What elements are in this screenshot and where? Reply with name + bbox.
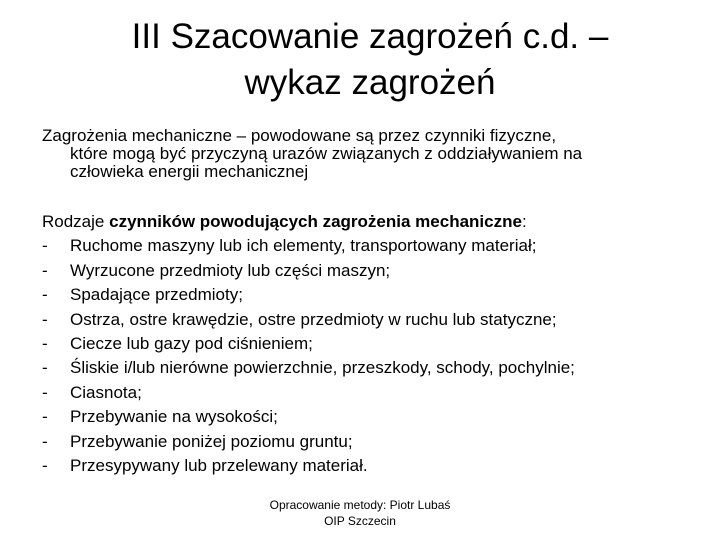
- list-item-text: Śliskie i/lub nierówne powierzchnie, przeszkody, schody, pochylnie;: [70, 358, 575, 378]
- list-dash: -: [42, 285, 48, 305]
- list-dash: -: [42, 456, 48, 476]
- list-item-text: Wyrzucone przedmioty lub części maszyn;: [70, 260, 391, 280]
- list-item: [42, 381, 712, 405]
- list-item: [42, 259, 712, 283]
- footer-credit: [200, 497, 520, 529]
- list-dash: -: [42, 431, 48, 451]
- list-dash: -: [42, 309, 48, 329]
- hazard-types-heading: [42, 210, 712, 234]
- list-item: [42, 405, 712, 429]
- hazard-types-heading-suffix: :: [521, 212, 527, 231]
- list-dash: -: [42, 358, 48, 378]
- slide-title-line-2: wykaz zagrożeń: [244, 63, 496, 102]
- list-item: [42, 430, 712, 454]
- list-item: [42, 356, 712, 380]
- list-item-text: Ruchome maszyny lub ich elementy, transportowany materiał;: [70, 236, 537, 256]
- list-dash: -: [42, 260, 48, 280]
- slide-title: [60, 14, 680, 106]
- footer-line-1: Opracowanie metody: Piotr Lubaś: [269, 498, 451, 512]
- list-item: [42, 454, 712, 478]
- slide-title-line-1: III Szacowanie zagrożeń c.d. –: [131, 17, 609, 56]
- list-item: [42, 283, 712, 307]
- intro-line-2: które mogą być przyczyną urazów związanych z oddziaływaniem na: [70, 144, 583, 163]
- list-item-text: Ostrza, ostre krawędzie, ostre przedmioty w ruchu lub statyczne;: [70, 309, 557, 329]
- list-item-text: Spadające przedmioty;: [70, 285, 243, 305]
- hazard-types-heading-bold: czynników powodujących zagrożenia mechaniczne: [109, 212, 522, 231]
- intro-line-3: człowieka energii mechanicznej: [70, 162, 309, 181]
- hazard-types-section: [42, 210, 712, 478]
- list-item-text: Przebywanie poniżej poziomu gruntu;: [70, 431, 353, 451]
- list-dash: -: [42, 236, 48, 256]
- hazard-types-list: [42, 234, 712, 478]
- intro-paragraph: [42, 127, 702, 181]
- list-item-text: Przebywanie na wysokości;: [70, 407, 278, 427]
- list-dash: -: [42, 407, 48, 427]
- list-item-text: Ciecze lub gazy pod ciśnieniem;: [70, 334, 313, 354]
- list-item: [42, 234, 712, 258]
- list-item: [42, 332, 712, 356]
- list-item-text: Ciasnota;: [70, 382, 142, 402]
- list-dash: -: [42, 382, 48, 402]
- footer-line-2: OIP Szczecin: [324, 514, 396, 528]
- list-item: [42, 308, 712, 332]
- hazard-types-heading-prefix: Rodzaje: [42, 212, 110, 231]
- intro-line-1: Zagrożenia mechaniczne – powodowane są przez czynniki fizyczne,: [42, 126, 557, 145]
- list-item-text: Przesypywany lub przelewany materiał.: [70, 456, 368, 476]
- list-dash: -: [42, 334, 48, 354]
